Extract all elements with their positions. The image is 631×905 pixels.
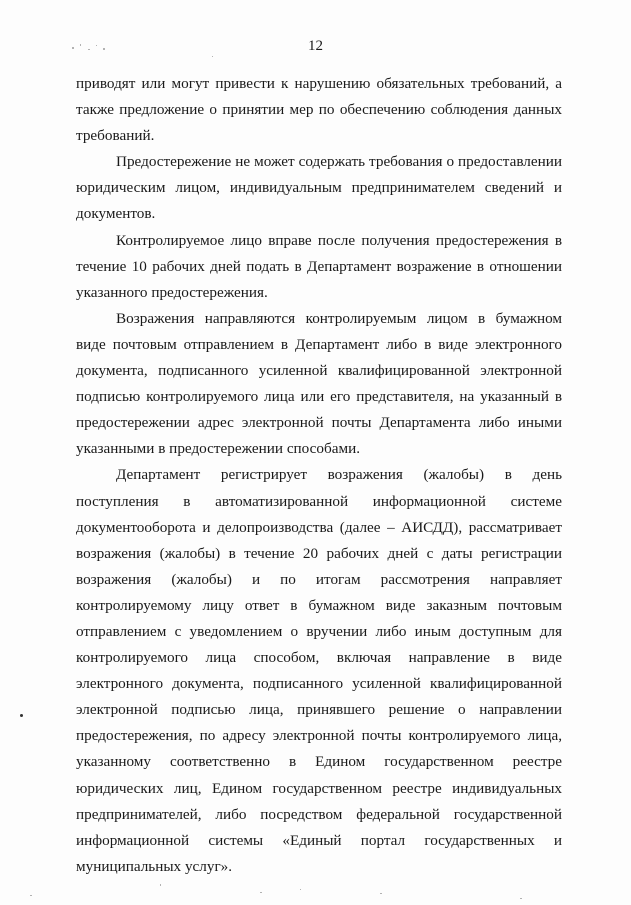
page-number: 12 [308,38,323,54]
paragraph-continuation: приводят или могут привести к нарушению обязательных требований, а также предложение о принятии мер по обеспечению соблюдения данных требований. [76,75,562,145]
scan-speck [30,895,32,896]
scan-speck [380,893,382,894]
scan-speck [212,56,213,57]
paragraph-registration: Департамент регистрирует возражения (жалобы) в день поступления в автоматизированной информационной системе документооборота и делопроизводства (далее – АИСДД), рассматривает возражения (жалобы) в течение 20 рабочих дней с даты регистрации возражения (жалобы) и по итогам рассмотрения направляет контролируемому лицу ответ в бумажном виде заказным почтовым отправлением с уведомлением о вручении либо иным доступным для контролируемого лица способом, включая направление в виде электронного документа, подписанного усиленной квалифицированной электронной подписью лица, принявшего решение о направлении предостережения, по адресу электронной почты контролируемого лица, указанному соответственно в Едином государственном реестре юридических лиц, Едином государственном реестре индивидуальных предпринимателей, либо посредством федеральной государственной информационной системы «Единый портал государственных и муниципальных услуг». [76,466,562,875]
scan-speck [160,884,161,886]
scan-speck [520,898,522,899]
paragraph-objection-delivery: Возражения направляются контролируемым лицом в бумажном виде почтовым отправлением в Департамент либо в виде электронного документа, подписанного усиленной квалифицированной электронной подписью контролируемого лица или его представителя, на указанный в предостережении адрес электронной почты Департамента либо иными указанными в предостережении способами. [76,309,562,458]
scan-speck [260,892,262,893]
paragraph-warning-content: Предостережение не может содержать требования о предоставлении юридическим лицом, индивидуальным предпринимателем сведений и документов. [76,153,562,223]
scan-speck [20,714,23,717]
document-body [76,71,562,880]
scan-speck [300,889,301,890]
paragraph-objection-right: Контролируемое лицо вправе после получения предостережения в течение 10 рабочих дней подать в Департамент возражение в отношении указанного предостережения. [76,231,562,301]
